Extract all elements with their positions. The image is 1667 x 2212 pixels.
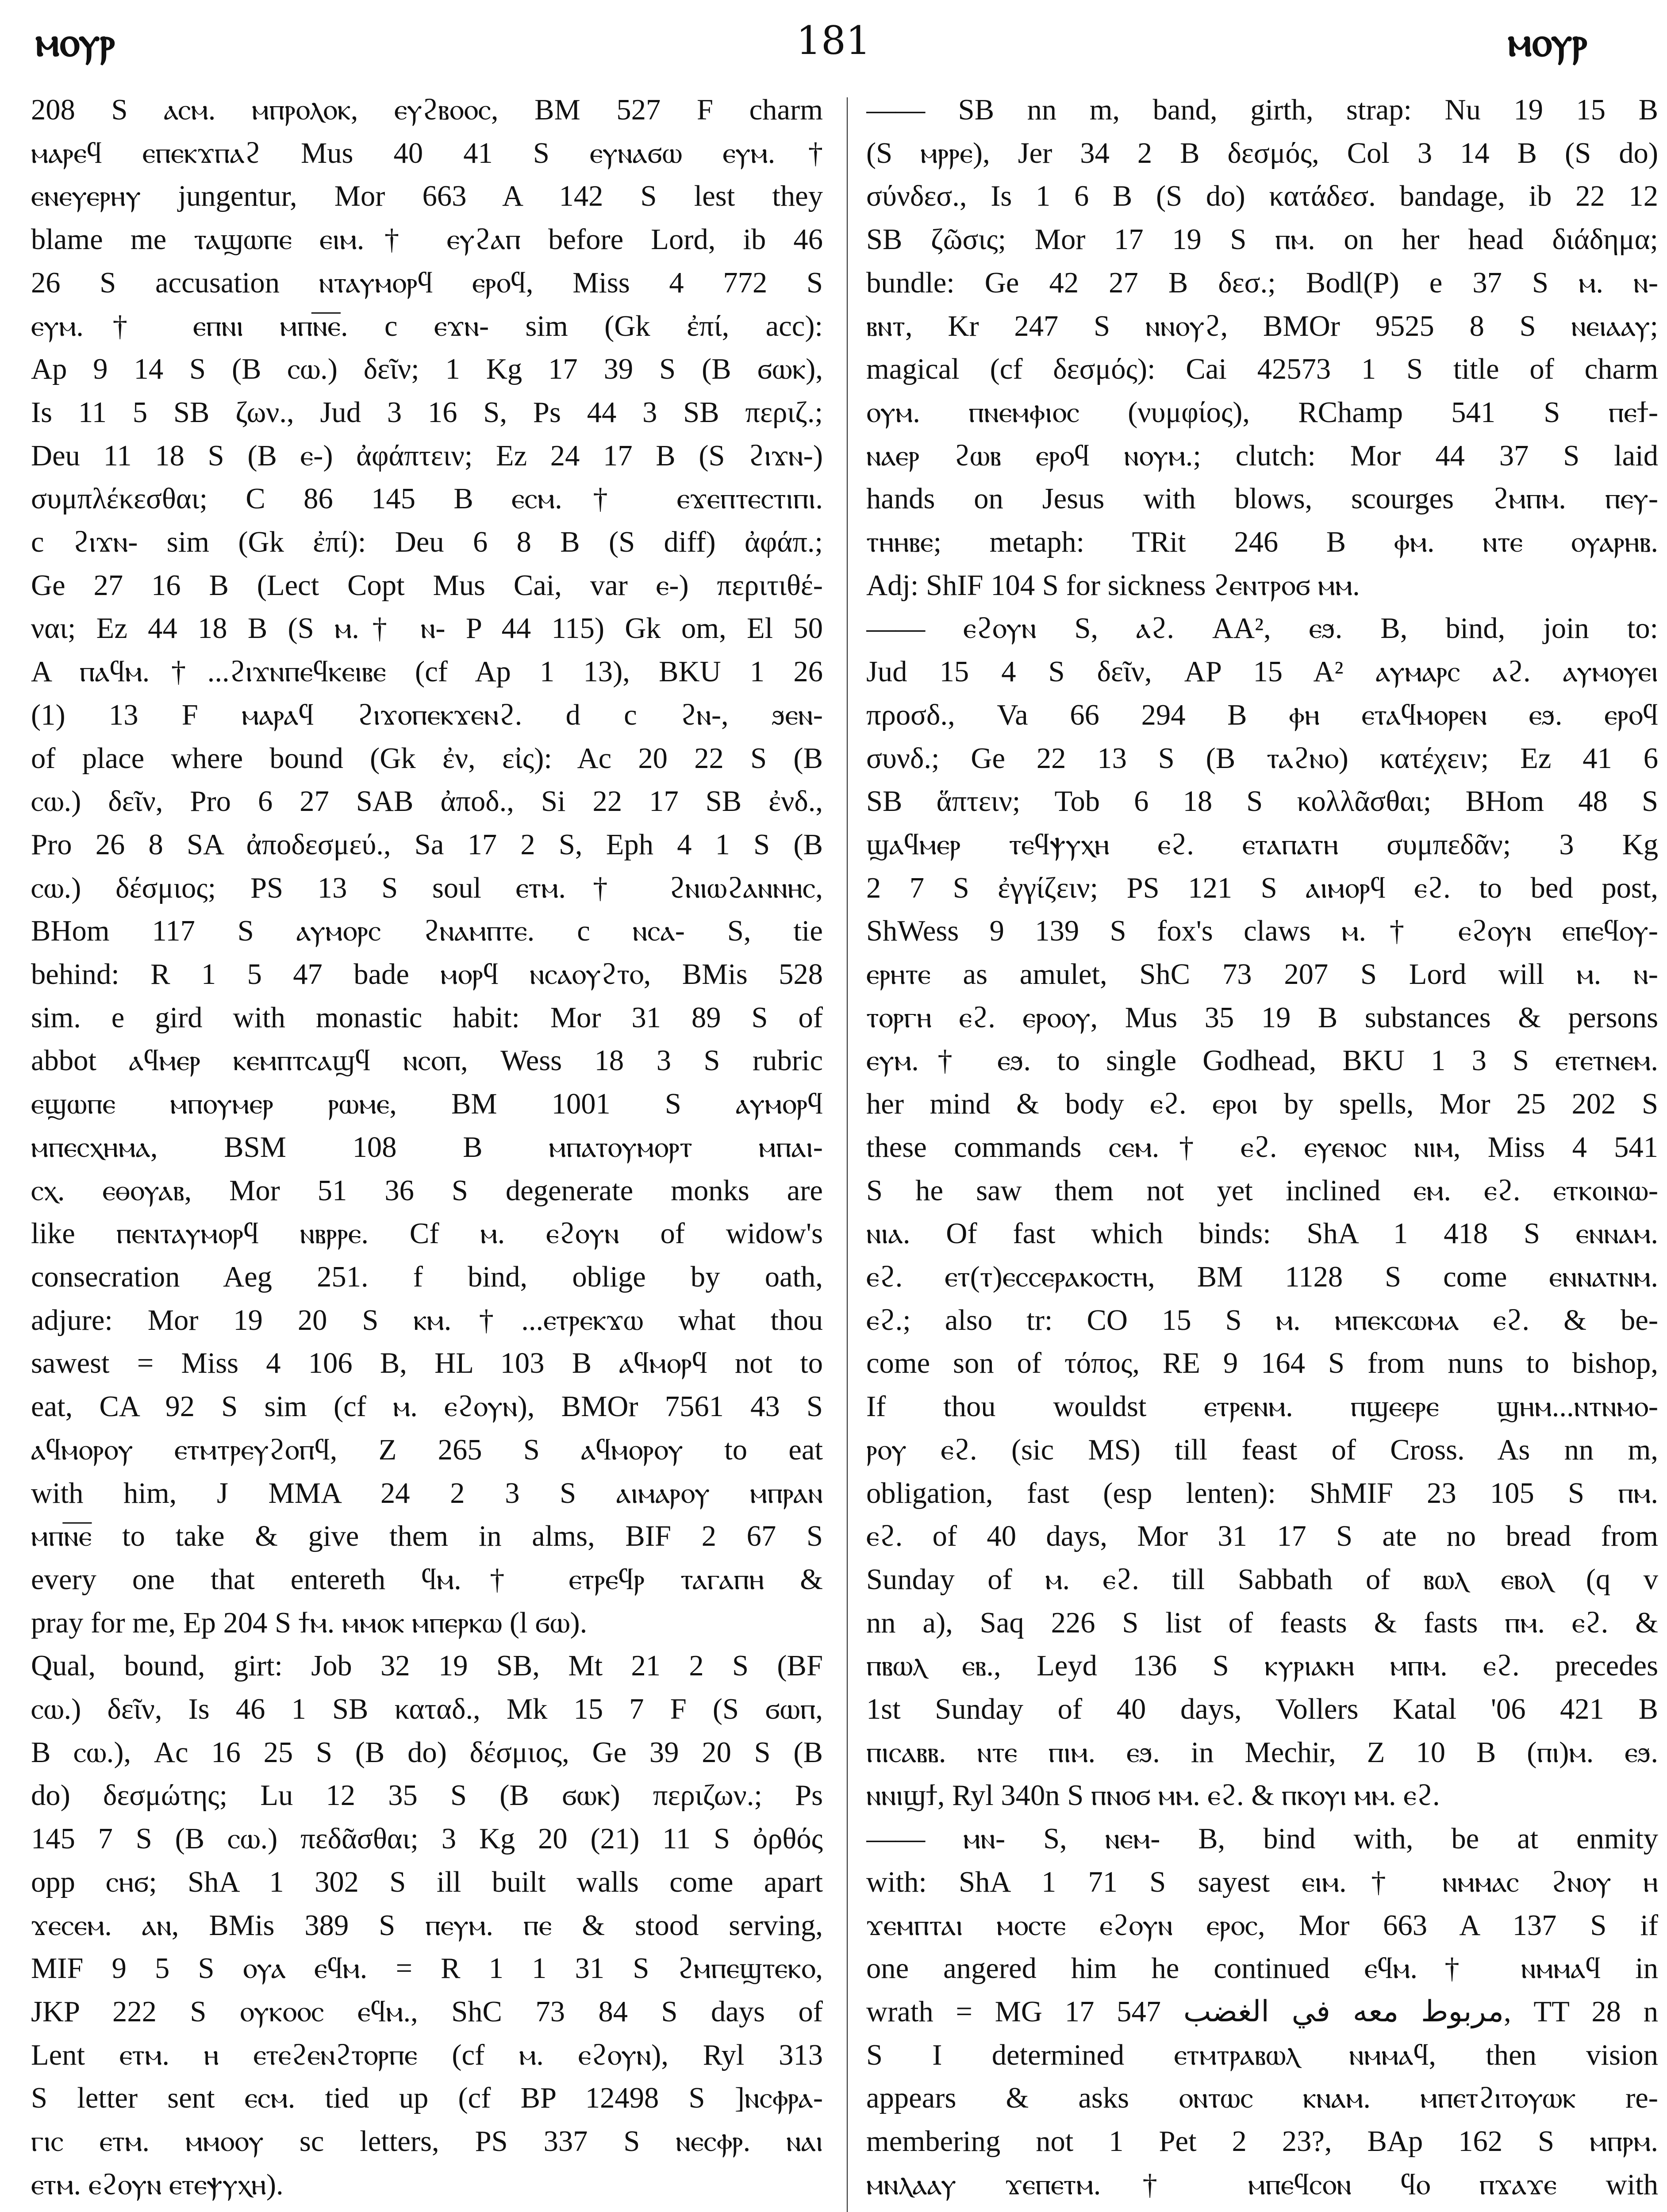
text-line: Sunday of ⲙ. ⲉϩ. till Sabbath of ⲃⲱⲗ ⲉⲃⲟⲗ (q v xyxy=(866,1563,1658,1596)
text-line: Is 11 5 SB ζων., Jud 3 16 S, Ps 44 3 SB περιζ.; xyxy=(31,396,823,429)
text-line: συμπλέκεσθαι; C 86 145 B ⲉⲥⲙ.† ⲉϫⲉⲡⲧⲉⲥⲧⲓⲡⲓ. xyxy=(31,483,823,515)
text-line: ⲉⲩⲙ.† ⲉϧ. to single Godhead, BKU 1 3 S ⲉⲧⲉⲧⲛⲉⲙ. xyxy=(866,1045,1658,1077)
text-line: like ⲡⲉⲛⲧⲁⲩⲙⲟⲣϥ ⲛⲃⲣⲣⲉ. Cf ⲙ. ⲉϩⲟⲩⲛ of widow's xyxy=(31,1217,823,1250)
text-line: 26 S accusation ⲛⲧⲁⲩⲙⲟⲣϥ ⲉⲣⲟϥ, Miss 4 772 S xyxy=(31,266,823,299)
running-head-left: ⲙⲟⲩⲣ xyxy=(35,18,115,65)
text-line: ⲉϣⲱⲡⲉ ⲙⲡⲟⲩⲙⲉⲣ ⲣⲱⲙⲉ, BM 1001 S ⲁⲩⲙⲟⲣϥ xyxy=(31,1088,823,1121)
text-line: nn a), Saq 226 S list of feasts & fasts ⲡⲙ. ⲉϩ. & xyxy=(866,1606,1658,1639)
text-line: SB ἅπτειν; Tob 6 18 S κολλᾶσθαι; BHom 48 S xyxy=(866,785,1658,818)
text-line: ⲥⲭ. ⲉⲑⲟⲩⲁⲃ, Mor 51 36 S degenerate monks are xyxy=(31,1174,823,1207)
page-header xyxy=(0,0,1667,88)
text-line: —— ⲙⲛ- S, ⲛⲉⲙ- B, bind with, be at enmity xyxy=(866,1823,1658,1855)
text-line: ⲣⲟⲩ ⲉϩ. (sic MS) till feast of Cross. As nn m, xyxy=(866,1433,1658,1466)
text-line: ⲧⲟⲣⲅⲏ ⲉϩ. ⲉⲣⲟⲟⲩ, Mus 35 19 B substances & persons xyxy=(866,1001,1658,1034)
text-line: ⲉϩ. ⲉⲧ(ⲧ)ⲉⲥⲥⲉⲣⲁⲕⲟⲥⲧⲏ, BM 1128 S come ⲉⲛⲛⲁⲧⲛⲙ. xyxy=(866,1260,1658,1293)
text-line: Deu 11 18 S (B ⲉ-) ἀφάπτειν; Ez 24 17 B (S ϩⲓϫⲛ-) xyxy=(31,439,823,472)
text-line: membering not 1 Pet 2 23?, BAp 162 S ⲙⲡⲣⲙ. xyxy=(866,2125,1658,2158)
text-line: sim. e gird with monastic habit: Mor 31 89 S of xyxy=(31,1001,823,1034)
text-line: ⲙⲁⲣⲉϥ ⲉⲡⲉⲕϫⲡⲁϩ Mus 40 41 S ⲉⲩⲛⲁϭⲱ ⲉⲩⲙ.† xyxy=(31,137,823,169)
text-line: ⲃⲛⲧ, Kr 247 S ⲛⲛⲟⲩϩ, BMOr 9525 8 S ⲛⲉⲓⲁⲁⲩ; xyxy=(866,310,1658,342)
text-line: 1st Sunday of 40 days, Vollers Katal '06 421 B xyxy=(866,1693,1658,1726)
text-line: adjure: Mor 19 20 S ⲕⲙ.†...ⲉⲧⲣⲉⲕϫⲱ what thou xyxy=(31,1304,823,1336)
text-line: Ge 27 16 B (Lect Copt Mus Cai, var ⲉ-) περιτιθέ- xyxy=(31,569,823,602)
text-line: BHom 117 S ⲁⲩⲙⲟⲣⲥ ϩⲛⲁⲙⲡⲧⲉ. c ⲛⲥⲁ- S, tie xyxy=(31,915,823,948)
text-line: ⲥⲱ.) δεῖν, Is 46 1 SB καταδ., Mk 15 7 F (S ϭⲱⲡ, xyxy=(31,1693,823,1726)
text-line: Adj: ShIF 104 S for sickness ϩⲉⲛⲧⲣⲟϭ ⲙⲙ. xyxy=(866,569,1360,602)
text-line: ϣⲁϥⲙⲉⲣ ⲧⲉϥⲯⲩⲭⲏ ⲉϩ. ⲉⲧⲁⲡⲁⲧⲏ συμπεδᾶν; 3 Kg xyxy=(866,828,1658,861)
text-line: ⲅⲓⲥ ⲉⲧⲙ. ⲙⲙⲟⲟⲩ sc letters, PS 337 S ⲛⲉⲥⲫⲣ. ⲛⲁⲓ xyxy=(31,2125,823,2158)
text-line: ⲙⲡⲉⲥⲭⲏⲙⲁ, BSM 108 B ⲙⲡⲁⲧⲟⲩⲙⲟⲣⲧ ⲙⲡⲁⲓ- xyxy=(31,1131,823,1164)
text-line: eat, CA 92 S sim (cf ⲙ. ⲉϩⲟⲩⲛ), BMOr 7561 43 S xyxy=(31,1390,823,1423)
text-line: ϫⲉⲥⲉⲙ. ⲁⲛ, BMis 389 S ⲡⲉⲩⲙ. ⲡⲉ & stood serving, xyxy=(31,1909,823,1942)
text-line: προσδ., Va 66 294 B ⲫⲏ ⲉⲧⲁϥⲙⲟⲣⲉⲛ ⲉϧ. ⲉⲣⲟϥ xyxy=(866,699,1658,731)
text-line: MIF 9 5 S ⲟⲩⲁ ⲉϥⲙ. = R 1 1 31 S ϩⲙⲡⲉϣⲧⲉⲕⲟ, xyxy=(31,1952,823,1985)
page-number: 181 xyxy=(796,18,871,63)
text-line: 208 S ⲁⲥⲙ. ⲙⲡⲣⲟⲗⲟⲕ, ⲉⲩϩⲃⲟⲟⲥ, BM 527 F charm xyxy=(31,94,823,126)
text-line: JKP 222 S ⲟⲩⲕⲟⲟⲥ ⲉϥⲙ., ShC 73 84 S days of xyxy=(31,1995,823,2028)
text-line xyxy=(866,2206,1658,2212)
text-line: ⲉϩ.; also tr: CO 15 S ⲙ. ⲙⲡⲉⲕⲥⲱⲙⲁ ⲉϩ. & be- xyxy=(866,1304,1658,1336)
text-line: ⲉⲛⲉⲩⲉⲣⲏⲩ jungentur, Mor 663 A 142 S lest they xyxy=(31,180,823,213)
text-line: with: ShA 1 71 S sayest ⲉⲓⲙ.† ⲛⲙⲙⲁⲥ ϩⲛⲟⲩ ⲏ xyxy=(866,1866,1658,1898)
text-line: ⲁϥⲙⲟⲣⲟⲩ ⲉⲧⲙⲧⲣⲉⲩϩⲟⲡϥ, Z 265 S ⲁϥⲙⲟⲣⲟⲩ to eat xyxy=(31,1433,823,1466)
text-line: If thou wouldst ⲉⲧⲣⲉⲛⲙ. ⲡϣⲉⲉⲣⲉ ϣⲏⲙ...ⲛⲧⲛⲙⲟ- xyxy=(866,1390,1658,1423)
running-head-right: ⲙⲟⲩⲣ xyxy=(1508,18,1587,65)
text-line: 145 7 S (B ⲥⲱ.) πεδᾶσθαι; 3 Kg 20 (21) 11 S ὀρθός xyxy=(31,1823,823,1855)
text-line: abbot ⲁϥⲙⲉⲣ ⲕⲉⲙⲡⲧⲥⲁϣϥ ⲛⲥⲟⲡ, Wess 18 3 S rubric xyxy=(31,1045,823,1077)
text-line: σύνδεσ., Is 1 6 B (S do) κατάδεσ. bandage, ib 22 12 xyxy=(866,180,1658,213)
text-line: these commands ⲥⲉⲙ.† ⲉϩ. ⲉⲩⲉⲛⲟⲥ ⲛⲓⲙ, Miss 4 541 xyxy=(866,1131,1658,1164)
text-line: (1) 13 F ⲙⲁⲣⲁϥ ϩⲓϫⲟⲡⲉⲕϫⲉⲛϩ. d c ϩⲛ-, ϧⲉⲛ- xyxy=(31,699,823,731)
text-line: ⲥⲱ.) δεῖν, Pro 6 27 SAB ἀποδ., Si 22 17 SB ἐνδ., xyxy=(31,785,823,818)
text-line: pray for me, Ep 204 S ϯⲙ. ⲙⲙⲟⲕ ⲙⲡⲉⲣⲕⲱ (l ϭⲱ). xyxy=(31,1606,588,1639)
text-line: with him, J MMA 24 2 3 S ⲁⲓⲙⲁⲣⲟⲩ ⲙⲡⲣⲁⲛ xyxy=(31,1477,823,1509)
text-line: Pro 26 8 SA ἀποδεσμεύ., Sa 17 2 S, Eph 4 1 S (B xyxy=(31,828,823,861)
text-line: obligation, fast (esp lenten): ShMIF 23 105 S ⲡⲙ. xyxy=(866,1477,1658,1509)
text-line: ⲙⲡⲛ̅ⲉ̅ to take & give them in alms, BIF 2 67 S xyxy=(31,1520,823,1553)
text-line: Lent ⲉⲧⲙ. ⲏ ⲉⲧⲉϩⲉⲛϩⲧⲟⲣⲡⲉ (cf ⲙ. ⲉϩⲟⲩⲛ), Ryl 313 xyxy=(31,2039,823,2071)
text-line: SB ζῶσις; Mor 17 19 S ⲡⲙ. on her head διάδημα; xyxy=(866,223,1658,256)
text-line: wrath = MG 17 547 مربوط معه في الغضب, TT 28 n xyxy=(866,1995,1658,2028)
text-line: Ap 9 14 S (B ⲥⲱ.) δεῖν; 1 Kg 17 39 S (B ϭⲱⲕ), xyxy=(31,353,823,386)
text-line: sawest = Miss 4 106 B, HL 103 B ⲁϥⲙⲟⲣϥ not to xyxy=(31,1347,823,1380)
text-line: ShWess 9 139 S fox's claws ⲙ.† ⲉϩⲟⲩⲛ ⲉⲡⲉϥⲟⲩ- xyxy=(866,915,1658,948)
text-line: S letter sent ⲉⲥⲙ. tied up (cf BP 12498 S ]ⲛⲥⲫⲣⲁ- xyxy=(31,2082,823,2115)
text-line: behind: R 1 5 47 bade ⲙⲟⲣϥ ⲛⲥⲁⲟⲩϩⲧⲟ, BMis 528 xyxy=(31,958,823,991)
text-line: c ϩⲓϫⲛ- sim (Gk ἐπί): Deu 6 8 B (S diff) ἀφάπ.; xyxy=(31,526,823,559)
text-line: consecration Aeg 251. f bind, oblige by oath, xyxy=(31,1260,823,1293)
text-line: appears & asks ⲟⲛⲧⲱⲥ ⲕⲛⲁⲙ. ⲙⲡⲉⲧϩⲓⲧⲟⲩⲱⲕ re- xyxy=(866,2082,1658,2115)
text-line: magical (cf δεσμός): Cai 42573 1 S title of charm xyxy=(866,353,1658,386)
text-line: hands on Jesus with blows, scourges ϩⲙⲡⲙ. ⲡⲉⲩ- xyxy=(866,483,1658,515)
text-line: ⲉⲧⲙ. ⲉϩⲟⲩⲛ ⲉⲧⲉⲯⲩⲭⲏ). xyxy=(31,2168,284,2201)
text-line: ⲙⲛⲗⲁⲁⲩ ϫⲉⲡⲉⲧⲙ.† ⲙⲡⲉϥⲥⲟⲛ ϥⲟ ⲡϫⲁϫⲉ with xyxy=(866,2168,1658,2201)
text-line: blame me ⲧⲁϣⲱⲡⲉ ⲉⲓⲙ.† ⲉⲩϩⲁⲡ before Lord, ib 46 xyxy=(31,223,823,256)
text-line: ⲛⲓⲁ. Of fast which binds: ShA 1 418 S ⲉⲛⲛⲁⲙ. xyxy=(866,1217,1658,1250)
column-divider xyxy=(847,97,848,2212)
text-line: her mind & body ⲉϩ. ⲉⲣⲟⲓ by spells, Mor 25 202 S xyxy=(866,1088,1658,1121)
text-line: ϫⲉⲙⲡⲧⲁⲓ ⲙⲟⲥⲧⲉ ⲉϩⲟⲩⲛ ⲉⲣⲟⲥ, Mor 663 A 137 S if xyxy=(866,1909,1658,1942)
text-line: Jud 15 4 S δεῖν, AP 15 A² ⲁⲩⲙⲁⲣⲥ ⲁϩ. ⲁⲩⲙⲟⲩⲉⲓ xyxy=(866,656,1658,688)
text-line: ⲉⲩⲙ.† ⲉⲡⲛⲓ ⲙⲡⲛ̅ⲉ̅. c ⲉϫⲛ- sim (Gk ἐπί, acc): xyxy=(31,310,823,342)
text-line: ⲥⲱ.) δέσμιος; PS 13 S soul ⲉⲧⲙ.† ϩⲛⲓⲱϩⲁⲛⲛⲏⲥ, xyxy=(31,872,823,904)
text-line: A ⲡⲁϥⲙ.†...ϩⲓϫⲛⲡⲉϥⲕⲉⲓⲃⲉ (cf Ap 1 13), BKU 1 26 xyxy=(31,656,823,688)
text-line: S I determined ⲉⲧⲙⲧⲣⲁⲃⲱⲗ ⲛⲙⲙⲁϥ, then vision xyxy=(866,2039,1658,2071)
text-line: come son of τόπος, RE 9 164 S from nuns to bishop, xyxy=(866,1347,1658,1380)
text-line: ναι; Ez 44 18 B (S ⲙ.† ⲛ- P 44 115) Gk om, El 50 xyxy=(31,612,823,645)
text-line: of place where bound (Gk ἐν, εἰς): Ac 20 22 S (B xyxy=(31,742,823,775)
text-line: (S ⲙⲣⲣⲉ), Jer 34 2 B δεσμός, Col 3 14 B (S do) xyxy=(866,137,1658,169)
text-line: every one that entereth ϥⲙ.† ⲉⲧⲣⲉϥⲣ ⲧⲁⲅⲁⲡⲏ & xyxy=(31,1563,823,1596)
text-line: ⲛⲁⲉⲣ ϩⲱⲃ ⲉⲣⲟϥ ⲛⲟⲩⲙ.; clutch: Mor 44 37 S laid xyxy=(866,439,1658,472)
text-line: ⲧⲏⲏⲃⲉ; metaph: TRit 246 B ⲫⲙ. ⲛⲧⲉ ⲟⲩⲁⲣⲏⲃ. xyxy=(866,526,1658,559)
left-column xyxy=(31,88,823,2212)
text-line: ⲡⲓⲥⲁⲃⲃ. ⲛⲧⲉ ⲡⲓⲙ. ⲉϧ. in Mechir, Z 10 B (ⲡⲓ)ⲙ. ⲉϧ. xyxy=(866,1736,1658,1769)
text-line: —— ⲉϩⲟⲩⲛ S, ⲁϩ. AA², ⲉϧ. B, bind, join to: xyxy=(866,612,1658,645)
right-column xyxy=(866,88,1658,2212)
text-line: one angered him he continued ⲉϥⲙ.† ⲛⲙⲙⲁϥ in xyxy=(866,1952,1658,1985)
text-line: B ⲥⲱ.), Ac 16 25 S (B do) δέσμιος, Ge 39 20 S (B xyxy=(31,1736,823,1769)
text-line: do) δεσμώτης; Lu 12 35 S (B ϭⲱⲕ) περιζων.; Ps xyxy=(31,1779,823,1812)
text-line: ⲉⲣⲏⲧⲉ as amulet, ShC 73 207 S Lord will ⲙ. ⲛ- xyxy=(866,958,1658,991)
text-line: S he saw them not yet inclined ⲉⲙ. ⲉϩ. ⲉⲧⲕⲟⲓⲛⲱ- xyxy=(866,1174,1658,1207)
text-line: συνδ.; Ge 22 13 S (B ⲧⲁϩⲛⲟ) κατέχειν; Ez 41 6 xyxy=(866,742,1658,775)
text-line: bundle: Ge 42 27 B δεσ.; Bodl(P) e 37 S ⲙ. ⲛ- xyxy=(866,266,1658,299)
text-line: ⲡⲃⲱⲗ ⲉⲃ., Leyd 136 S ⲕⲩⲣⲓⲁⲕⲏ ⲙⲡⲙ. ⲉϩ. precedes xyxy=(866,1650,1658,1682)
text-line: ⲛⲛⲓϣϯ, Ryl 340n S ⲡⲛⲟϭ ⲙⲙ. ⲉϩ. & ⲡⲕⲟⲩⲓ ⲙⲙ. ⲉϩ. xyxy=(866,1779,1440,1812)
text-line xyxy=(31,2206,823,2212)
text-line: ⲟⲩⲙ. ⲡⲛⲉⲙⲫⲓⲟⲥ (νυμφίος), RChamp 541 S ⲡⲉϯ- xyxy=(866,396,1658,429)
text-line: 2 7 S ἐγγίζειν; PS 121 S ⲁⲓⲙⲟⲣϥ ⲉϩ. to bed post, xyxy=(866,872,1658,904)
text-line: ⲉϩ. of 40 days, Mor 31 17 S ate no bread from xyxy=(866,1520,1658,1553)
text-line: —— SB nn m, band, girth, strap: Nu 19 15 B xyxy=(866,94,1658,126)
text-line: Qual, bound, girt: Job 32 19 SB, Mt 21 2 S (BF xyxy=(31,1650,823,1682)
text-line: opp ⲥⲏϭ; ShA 1 302 S ill built walls come apart xyxy=(31,1866,823,1898)
